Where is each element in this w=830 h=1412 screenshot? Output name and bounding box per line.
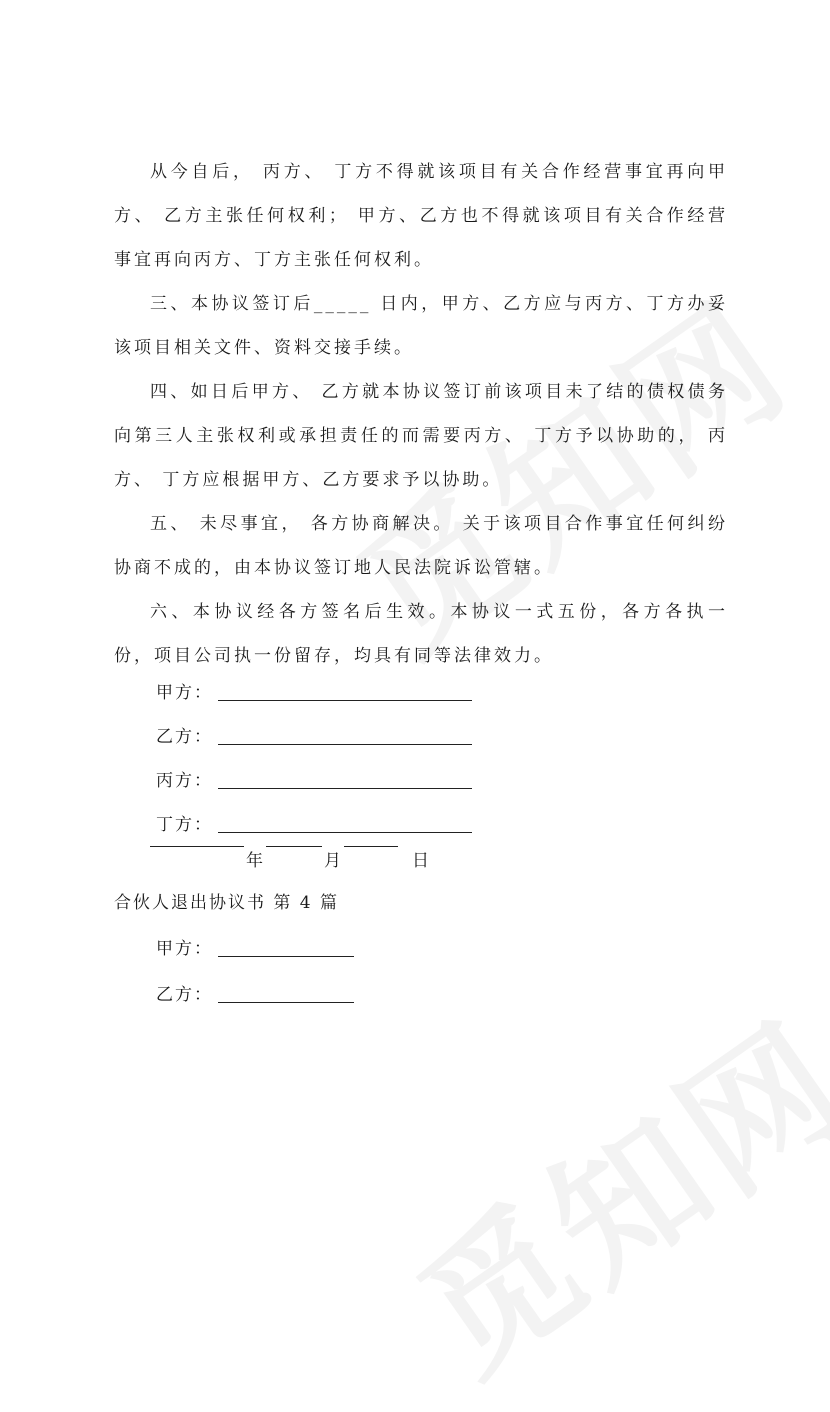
- month-blank: [266, 846, 322, 847]
- signature-label: 乙方：: [156, 727, 213, 747]
- year-blank: [150, 846, 244, 847]
- signature-line: [218, 744, 472, 745]
- signature-line: [218, 832, 472, 833]
- signature-label: 甲方：: [156, 683, 213, 703]
- signature-label: 乙方：: [156, 985, 213, 1005]
- paragraph-effectiveness: 六、本协议经各方签名后生效。本协议一式五份，各方各执一份，项目公司执一份留存，均具有同等法律效力。: [114, 602, 728, 666]
- signature-row-party-a: [156, 678, 486, 708]
- signature-line: [218, 788, 472, 789]
- signature-row-party-d: [156, 810, 486, 840]
- paragraph-handover: 三、本协议签订后_____ 日内，甲方、乙方应与丙方、丁方办妥该项目相关文件、资料交接手续。: [114, 294, 728, 358]
- signature-line: [218, 1002, 354, 1003]
- signature-row-party-b: [156, 722, 486, 752]
- watermark-bottom: [371, 964, 830, 1412]
- day-label: 日: [412, 851, 429, 871]
- section-heading: 合伙人退出协议书 第 4 篇: [114, 893, 340, 913]
- signature-row-party-c: [156, 766, 486, 796]
- signature-label: 丁方：: [156, 815, 213, 835]
- date-line: [150, 846, 450, 876]
- month-label: 月: [324, 851, 341, 871]
- signature-line: [218, 956, 354, 957]
- signature-label: 丙方：: [156, 771, 213, 791]
- signature-label: 甲方：: [156, 939, 213, 959]
- section-signature-row-party-a: [156, 934, 486, 964]
- signature-line: [218, 700, 472, 701]
- section-signature-row-party-b: [156, 980, 486, 1010]
- paragraph-assistance: 四、如日后甲方、 乙方就本协议签订前该项目未了结的债权债务向第三人主张权利或承担责任的而需要丙方、 丁方予以协助的， 丙方、 丁方应根据甲方、乙方要求予以协助。: [114, 382, 728, 490]
- year-label: 年: [246, 851, 263, 871]
- paragraph-disputes: 五、 未尽事宜， 各方协商解决。 关于该项目合作事宜任何纠纷协商不成的，由本协议签订地人民法院诉讼管辖。: [114, 514, 728, 578]
- paragraph-rights-waiver: 从今自后， 丙方、 丁方不得就该项目有关合作经营事宜再向甲方、 乙方主张任何权利； 甲方、乙方也不得就该项目有关合作经营事宜再向丙方、丁方主张任何权利。: [114, 162, 728, 270]
- day-blank: [344, 846, 398, 847]
